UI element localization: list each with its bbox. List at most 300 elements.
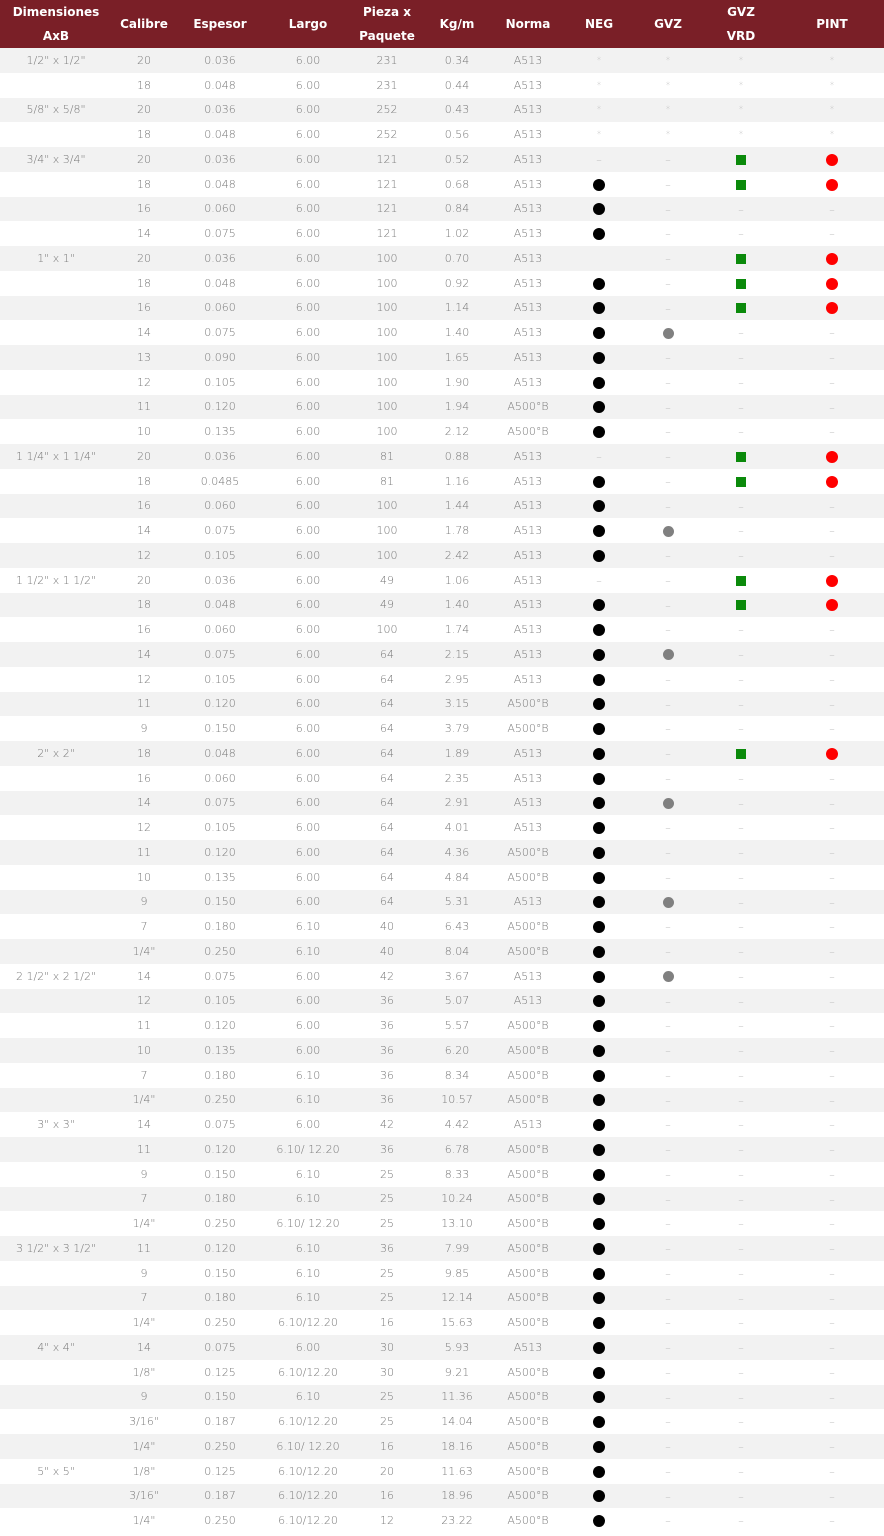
cell-norma: A513 xyxy=(492,48,564,73)
cell-dimension: 3/4" x 3/4" xyxy=(0,147,112,172)
black-dot-icon xyxy=(593,1169,605,1181)
cell-piezas: 100 xyxy=(352,345,422,370)
cell-pint xyxy=(780,1286,884,1311)
dash-icon: – xyxy=(829,796,835,810)
dash-icon: – xyxy=(738,326,744,340)
cell-largo: 6.00 xyxy=(264,469,352,494)
table-header xyxy=(0,0,884,48)
cell-calibre: 16 xyxy=(112,197,176,222)
cell-pint xyxy=(780,741,884,766)
cell-norma: A513 xyxy=(492,221,564,246)
cell-pint xyxy=(780,1508,884,1533)
dash-icon: – xyxy=(665,1291,671,1305)
cell-norma: A500°B xyxy=(492,1409,564,1434)
cell-kgm: 1.78 xyxy=(422,518,492,543)
cell-gvz xyxy=(634,1137,702,1162)
cell-espesor: 0.048 xyxy=(176,741,264,766)
green-square-icon xyxy=(736,254,746,264)
cell-kgm: 2.12 xyxy=(422,419,492,444)
cell-calibre: 1/4" xyxy=(112,1434,176,1459)
dash-icon: – xyxy=(738,1390,744,1404)
cell-gvz xyxy=(634,1063,702,1088)
dash-icon: – xyxy=(738,1068,744,1082)
cell-dimension xyxy=(0,667,112,692)
cell-dimension xyxy=(0,593,112,618)
cell-kgm: 1.89 xyxy=(422,741,492,766)
cell-calibre: 16 xyxy=(112,617,176,642)
cell-kgm: 5.57 xyxy=(422,1013,492,1038)
cell-pint xyxy=(780,370,884,395)
dash-icon: – xyxy=(829,1266,835,1280)
cell-norma: A500°B xyxy=(492,1038,564,1063)
cell-largo: 6.00 xyxy=(264,815,352,840)
table-row xyxy=(0,1013,884,1038)
cell-gvz-vrd xyxy=(702,1236,780,1261)
cell-gvz xyxy=(634,1310,702,1335)
cell-gvz xyxy=(634,1211,702,1236)
dash-icon: – xyxy=(738,1093,744,1107)
table-row xyxy=(0,1162,884,1187)
cell-kgm: 15.63 xyxy=(422,1310,492,1335)
cell-pint xyxy=(780,766,884,791)
cell-piezas: 36 xyxy=(352,989,422,1014)
asterisk-icon: * xyxy=(596,55,602,66)
cell-pint xyxy=(780,667,884,692)
cell-piezas: 100 xyxy=(352,419,422,444)
cell-dimension xyxy=(0,345,112,370)
dash-icon: – xyxy=(665,202,671,216)
cell-neg xyxy=(564,1162,634,1187)
black-dot-icon xyxy=(593,1020,605,1032)
cell-kgm: 0.92 xyxy=(422,271,492,296)
cell-piezas: 36 xyxy=(352,1236,422,1261)
col-header-neg: NEG xyxy=(564,0,634,48)
dash-icon: – xyxy=(829,1093,835,1107)
cell-gvz-vrd xyxy=(702,1013,780,1038)
cell-gvz-vrd xyxy=(702,741,780,766)
dash-icon: – xyxy=(665,276,671,290)
black-dot-icon xyxy=(593,302,605,314)
cell-espesor: 0.120 xyxy=(176,1137,264,1162)
cell-neg xyxy=(564,221,634,246)
cell-norma: A513 xyxy=(492,98,564,123)
table-row xyxy=(0,791,884,816)
cell-piezas: 121 xyxy=(352,197,422,222)
cell-dimension xyxy=(0,1484,112,1509)
cell-kgm: 0.84 xyxy=(422,197,492,222)
cell-neg xyxy=(564,172,634,197)
cell-piezas: 30 xyxy=(352,1360,422,1385)
cell-norma: A500°B xyxy=(492,939,564,964)
dash-icon: – xyxy=(738,1489,744,1503)
table-row xyxy=(0,692,884,717)
asterisk-icon: * xyxy=(738,55,744,66)
cell-piezas: 121 xyxy=(352,221,422,246)
cell-espesor: 0.250 xyxy=(176,1310,264,1335)
cell-largo: 6.10/ 12.20 xyxy=(264,1137,352,1162)
cell-largo: 6.10 xyxy=(264,1385,352,1410)
cell-espesor: 0.180 xyxy=(176,914,264,939)
cell-dimension xyxy=(0,419,112,444)
dash-icon: – xyxy=(665,301,671,315)
col-header-dimensiones-line2: AxB xyxy=(42,29,70,43)
table-row xyxy=(0,320,884,345)
black-dot-icon xyxy=(593,748,605,760)
cell-kgm: 1.06 xyxy=(422,568,492,593)
cell-espesor: 0.075 xyxy=(176,320,264,345)
cell-dimension xyxy=(0,320,112,345)
cell-gvz xyxy=(634,593,702,618)
cell-kgm: 10.24 xyxy=(422,1187,492,1212)
cell-pint xyxy=(780,840,884,865)
dash-icon: – xyxy=(738,375,744,389)
table-row xyxy=(0,345,884,370)
table-row xyxy=(0,1335,884,1360)
cell-espesor: 0.250 xyxy=(176,1508,264,1533)
dash-icon: – xyxy=(829,351,835,365)
cell-neg xyxy=(564,1360,634,1385)
green-square-icon xyxy=(736,155,746,165)
dash-icon: – xyxy=(829,672,835,686)
black-dot-icon xyxy=(593,1119,605,1131)
col-header-espesor: Espesor xyxy=(176,0,264,48)
cell-calibre: 1/4" xyxy=(112,1508,176,1533)
dash-icon: – xyxy=(665,945,671,959)
cell-gvz-vrd xyxy=(702,147,780,172)
cell-norma: A513 xyxy=(492,543,564,568)
cell-calibre: 14 xyxy=(112,221,176,246)
cell-largo: 6.00 xyxy=(264,147,352,172)
dash-icon: – xyxy=(665,252,671,266)
cell-kgm: 0.52 xyxy=(422,147,492,172)
col-header-gvzvrd-line2: VRD xyxy=(726,29,756,43)
dash-icon: – xyxy=(829,524,835,538)
cell-calibre: 11 xyxy=(112,692,176,717)
cell-kgm: 14.04 xyxy=(422,1409,492,1434)
cell-gvz xyxy=(634,518,702,543)
cell-gvz xyxy=(634,444,702,469)
cell-calibre: 20 xyxy=(112,147,176,172)
cell-espesor: 0.187 xyxy=(176,1484,264,1509)
cell-largo: 6.10/12.20 xyxy=(264,1310,352,1335)
cell-dimension xyxy=(0,370,112,395)
cell-gvz-vrd xyxy=(702,1385,780,1410)
cell-norma: A513 xyxy=(492,964,564,989)
cell-gvz xyxy=(634,469,702,494)
cell-neg xyxy=(564,791,634,816)
dash-icon: – xyxy=(738,1365,744,1379)
cell-espesor: 0.060 xyxy=(176,494,264,519)
table-row xyxy=(0,444,884,469)
red-dot-icon xyxy=(826,599,838,611)
cell-pint xyxy=(780,815,884,840)
cell-dimension xyxy=(0,1187,112,1212)
dash-icon: – xyxy=(829,425,835,439)
cell-gvz xyxy=(634,197,702,222)
asterisk-icon: * xyxy=(665,130,671,141)
cell-gvz xyxy=(634,1038,702,1063)
table-row xyxy=(0,1063,884,1088)
cell-calibre: 14 xyxy=(112,964,176,989)
cell-gvz-vrd xyxy=(702,419,780,444)
cell-espesor: 0.250 xyxy=(176,1088,264,1113)
cell-kgm: 1.14 xyxy=(422,296,492,321)
cell-piezas: 36 xyxy=(352,1038,422,1063)
table-row xyxy=(0,865,884,890)
cell-gvz-vrd xyxy=(702,494,780,519)
cell-gvz xyxy=(634,1508,702,1533)
red-dot-icon xyxy=(826,476,838,488)
cell-pint xyxy=(780,444,884,469)
black-dot-icon xyxy=(593,377,605,389)
cell-norma: A500°B xyxy=(492,1137,564,1162)
cell-gvz-vrd xyxy=(702,48,780,73)
cell-piezas: 25 xyxy=(352,1261,422,1286)
cell-pint xyxy=(780,1038,884,1063)
cell-pint xyxy=(780,1088,884,1113)
cell-calibre: 14 xyxy=(112,320,176,345)
cell-norma: A513 xyxy=(492,642,564,667)
cell-dimension xyxy=(0,692,112,717)
cell-piezas: 16 xyxy=(352,1310,422,1335)
cell-gvz xyxy=(634,568,702,593)
cell-espesor: 0.036 xyxy=(176,98,264,123)
cell-neg xyxy=(564,1484,634,1509)
dash-icon: – xyxy=(829,1365,835,1379)
cell-calibre: 3/16" xyxy=(112,1484,176,1509)
red-dot-icon xyxy=(826,748,838,760)
black-dot-icon xyxy=(593,327,605,339)
cell-largo: 6.00 xyxy=(264,419,352,444)
cell-dimension xyxy=(0,914,112,939)
black-dot-icon xyxy=(593,352,605,364)
black-dot-icon xyxy=(593,872,605,884)
dash-icon: – xyxy=(829,1489,835,1503)
dash-icon: – xyxy=(829,1217,835,1231)
cell-neg xyxy=(564,617,634,642)
cell-kgm: 1.02 xyxy=(422,221,492,246)
cell-pint xyxy=(780,419,884,444)
col-header-largo: Largo xyxy=(264,0,352,48)
cell-largo: 6.00 xyxy=(264,122,352,147)
dash-icon: – xyxy=(665,1365,671,1379)
cell-norma: A513 xyxy=(492,741,564,766)
black-dot-icon xyxy=(593,228,605,240)
col-header-gvz-vrd xyxy=(702,0,780,48)
cell-gvz xyxy=(634,370,702,395)
cell-calibre: 14 xyxy=(112,791,176,816)
cell-pint xyxy=(780,296,884,321)
cell-largo: 6.10/ 12.20 xyxy=(264,1434,352,1459)
cell-piezas: 81 xyxy=(352,444,422,469)
cell-espesor: 0.250 xyxy=(176,1434,264,1459)
cell-gvz-vrd xyxy=(702,939,780,964)
cell-neg xyxy=(564,395,634,420)
cell-piezas: 252 xyxy=(352,98,422,123)
black-dot-icon xyxy=(593,599,605,611)
cell-pint xyxy=(780,1484,884,1509)
dash-icon: – xyxy=(738,1118,744,1132)
cell-dimension xyxy=(0,1310,112,1335)
cell-calibre: 10 xyxy=(112,419,176,444)
asterisk-icon: * xyxy=(829,105,835,116)
cell-norma: A500°B xyxy=(492,1088,564,1113)
cell-calibre: 12 xyxy=(112,667,176,692)
table-row xyxy=(0,197,884,222)
col-header-pieza-line2: Paquete xyxy=(359,29,415,43)
cell-espesor: 0.120 xyxy=(176,1236,264,1261)
cell-dimension xyxy=(0,840,112,865)
cell-norma: A513 xyxy=(492,469,564,494)
black-dot-icon xyxy=(593,476,605,488)
table-row xyxy=(0,1286,884,1311)
dash-icon: – xyxy=(829,771,835,785)
cell-espesor: 0.120 xyxy=(176,1013,264,1038)
cell-piezas: 81 xyxy=(352,469,422,494)
cell-neg xyxy=(564,1261,634,1286)
cell-largo: 6.00 xyxy=(264,320,352,345)
cell-largo: 6.00 xyxy=(264,865,352,890)
cell-piezas: 100 xyxy=(352,518,422,543)
cell-dimension xyxy=(0,766,112,791)
cell-gvz xyxy=(634,1162,702,1187)
cell-kgm: 6.20 xyxy=(422,1038,492,1063)
black-dot-icon xyxy=(593,896,605,908)
cell-norma: A500°B xyxy=(492,1310,564,1335)
cell-neg xyxy=(564,964,634,989)
table-row xyxy=(0,98,884,123)
cell-neg xyxy=(564,271,634,296)
cell-kgm: 1.94 xyxy=(422,395,492,420)
cell-norma: A513 xyxy=(492,296,564,321)
dash-icon: – xyxy=(738,722,744,736)
cell-neg xyxy=(564,741,634,766)
cell-dimension xyxy=(0,395,112,420)
asterisk-icon: * xyxy=(596,80,602,91)
cell-largo: 6.00 xyxy=(264,568,352,593)
dash-icon: – xyxy=(665,821,671,835)
cell-espesor: 0.090 xyxy=(176,345,264,370)
cell-gvz xyxy=(634,73,702,98)
dash-icon: – xyxy=(738,1217,744,1231)
cell-calibre: 1/4" xyxy=(112,1211,176,1236)
cell-neg xyxy=(564,419,634,444)
cell-calibre: 14 xyxy=(112,642,176,667)
cell-piezas: 64 xyxy=(352,642,422,667)
table-row xyxy=(0,469,884,494)
cell-calibre: 14 xyxy=(112,1112,176,1137)
cell-gvz-vrd xyxy=(702,716,780,741)
black-dot-icon xyxy=(593,525,605,537)
table-row xyxy=(0,741,884,766)
dash-icon: – xyxy=(665,771,671,785)
cell-pint xyxy=(780,1409,884,1434)
cell-gvz xyxy=(634,320,702,345)
cell-piezas: 100 xyxy=(352,271,422,296)
table-row xyxy=(0,716,884,741)
cell-largo: 6.00 xyxy=(264,73,352,98)
cell-neg xyxy=(564,246,634,271)
dash-icon: – xyxy=(738,1242,744,1256)
cell-gvz-vrd xyxy=(702,1310,780,1335)
cell-espesor: 0.125 xyxy=(176,1459,264,1484)
cell-kgm: 8.33 xyxy=(422,1162,492,1187)
cell-gvz xyxy=(634,989,702,1014)
cell-neg xyxy=(564,1236,634,1261)
table-row xyxy=(0,395,884,420)
dash-icon: – xyxy=(829,1390,835,1404)
black-dot-icon xyxy=(593,773,605,785)
cell-largo: 6.00 xyxy=(264,1335,352,1360)
dash-icon: – xyxy=(829,202,835,216)
cell-kgm: 0.56 xyxy=(422,122,492,147)
cell-kgm: 9.21 xyxy=(422,1360,492,1385)
cell-gvz xyxy=(634,122,702,147)
cell-norma: A513 xyxy=(492,147,564,172)
col-header-dimensiones xyxy=(0,0,112,48)
cell-neg xyxy=(564,122,634,147)
cell-neg xyxy=(564,370,634,395)
cell-gvz xyxy=(634,1013,702,1038)
cell-gvz xyxy=(634,271,702,296)
black-dot-icon xyxy=(593,1416,605,1428)
dash-icon: – xyxy=(665,351,671,365)
col-header-pieza-line1: Pieza x xyxy=(362,5,412,19)
cell-gvz-vrd xyxy=(702,1038,780,1063)
cell-largo: 6.10 xyxy=(264,1236,352,1261)
cell-largo: 6.10 xyxy=(264,1286,352,1311)
cell-gvz-vrd xyxy=(702,642,780,667)
table-row xyxy=(0,147,884,172)
cell-piezas: 121 xyxy=(352,172,422,197)
col-header-calibre: Calibre xyxy=(112,0,176,48)
cell-neg xyxy=(564,48,634,73)
cell-piezas: 25 xyxy=(352,1187,422,1212)
cell-calibre: 9 xyxy=(112,890,176,915)
cell-gvz xyxy=(634,1112,702,1137)
cell-kgm: 2.42 xyxy=(422,543,492,568)
cell-calibre: 10 xyxy=(112,865,176,890)
table-row xyxy=(0,568,884,593)
dash-icon: – xyxy=(829,846,835,860)
cell-dimension xyxy=(0,815,112,840)
cell-dimension xyxy=(0,1137,112,1162)
dash-icon: – xyxy=(665,227,671,241)
cell-piezas: 42 xyxy=(352,964,422,989)
red-dot-icon xyxy=(826,253,838,265)
cell-gvz xyxy=(634,865,702,890)
cell-calibre: 11 xyxy=(112,395,176,420)
cell-dimension xyxy=(0,1508,112,1533)
cell-gvz xyxy=(634,692,702,717)
green-square-icon xyxy=(736,180,746,190)
dash-icon: – xyxy=(665,1019,671,1033)
black-dot-icon xyxy=(593,550,605,562)
cell-calibre: 3/16" xyxy=(112,1409,176,1434)
cell-largo: 6.00 xyxy=(264,840,352,865)
cell-gvz-vrd xyxy=(702,865,780,890)
dash-icon: – xyxy=(738,1464,744,1478)
cell-kgm: 6.78 xyxy=(422,1137,492,1162)
cell-piezas: 64 xyxy=(352,716,422,741)
cell-kgm: 3.15 xyxy=(422,692,492,717)
table-row xyxy=(0,1038,884,1063)
cell-calibre: 7 xyxy=(112,1286,176,1311)
cell-gvz xyxy=(634,419,702,444)
cell-neg xyxy=(564,692,634,717)
cell-gvz xyxy=(634,1385,702,1410)
cell-piezas: 100 xyxy=(352,320,422,345)
